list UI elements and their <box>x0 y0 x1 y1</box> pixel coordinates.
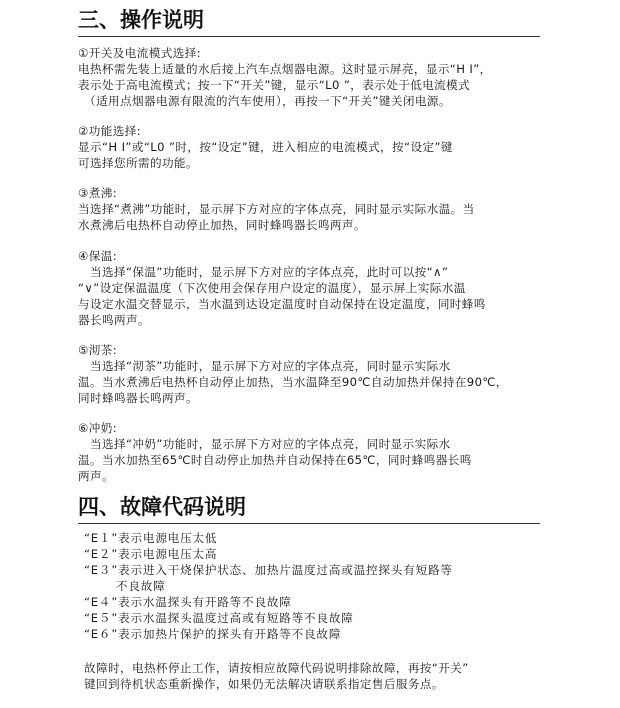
item-5-title: ⑤沏茶: <box>78 343 118 357</box>
section-4-divider <box>78 523 540 524</box>
closing-line-2: 键回到待机状态重新操作，如果仍无法解决请联系指定售后服务点。 <box>84 677 444 691</box>
item-1-line-2: 表示处于高电流模式；按一下“开关”键，显示“L0 ”，表示处于低电流模式 <box>78 78 471 92</box>
fault-code-e3: “E３”表示进入干烧保护状态、加热片温度过高或温控探头有短路等 <box>84 563 453 577</box>
item-6-line-2: 温。当水加热至65℃时自动停止加热并自动保持在65℃，同时蜂鸣器长鸣 <box>78 453 472 467</box>
item-3-title: ③煮沸: <box>78 186 118 200</box>
closing-line-1: 故障时，电热杯停止工作，请按相应故障代码说明排除故障，再按“开关” <box>84 661 469 675</box>
item-4-line-1: 当选择“保温”功能时，显示屏下方对应的字体点亮，此时可以按“∧” <box>90 265 449 279</box>
item-2-line-2: 可选择您所需的功能。 <box>78 156 198 170</box>
item-2-line-1: 显示“H I”或“L0 ”时，按“设定”键，进入相应的电流模式，按“设定”键 <box>78 140 453 154</box>
item-2-title: ②功能选择: <box>78 124 142 138</box>
section-4-heading: 四、故障代码说明 <box>78 495 246 519</box>
section-3-divider <box>78 36 540 37</box>
fault-code-e2: “E２”表示电源电压太高 <box>84 547 218 561</box>
item-4-title: ④保温: <box>78 249 118 263</box>
fault-code-e1: “E１”表示电源电压太低 <box>84 531 218 545</box>
fault-code-e6: “E６”表示加热片保护的探头有开路等不良故障 <box>84 627 342 641</box>
item-5-line-3: 同时蜂鸣器长鸣两声。 <box>78 391 198 405</box>
item-3-line-1: 当选择“煮沸”功能时，显示屏下方对应的字体点亮，同时显示实际水温。当 <box>78 202 475 216</box>
item-4-line-2: “∨”设定保温温度（下次使用会保存用户设定的温度），显示屏上实际水温 <box>78 281 466 295</box>
item-5-line-2: 温。当水煮沸后电热杯自动停止加热，当水温降至90℃自动加热并保持在90℃， <box>78 375 508 389</box>
item-5-line-1: 当选择“沏茶”功能时，显示屏下方对应的字体点亮，同时显示实际水 <box>90 359 451 373</box>
item-6-title: ⑥冲奶: <box>78 421 118 435</box>
item-6-line-3: 两声。 <box>78 469 114 483</box>
item-1-title: ①开关及电流模式选择: <box>78 46 202 60</box>
item-1-line-3: （适用点烟器电源有限流的汽车使用），再按一下“开关”键关闭电源。 <box>84 94 451 108</box>
fault-code-e5: “E５”表示水温探头温度过高或有短路等不良故障 <box>84 611 354 625</box>
item-4-line-4: 器长鸣两声。 <box>78 313 150 327</box>
item-6-line-1: 当选择“冲奶”功能时，显示屏下方对应的字体点亮，同时显示实际水 <box>90 437 451 451</box>
section-3-heading: 三、操作说明 <box>78 8 204 32</box>
item-1-line-1: 电热杯需先装上适量的水后接上汽车点烟器电源。这时显示屏亮，显示“H I”， <box>78 62 492 76</box>
item-3-line-2: 水煮沸后电热杯自动停止加热，同时蜂鸣器长鸣两声。 <box>78 218 366 232</box>
fault-code-e3-continued: 不良故障 <box>116 579 166 593</box>
fault-code-e4: “E４”表示水温探头有开路等不良故障 <box>84 595 292 609</box>
item-4-line-3: 与设定水温交替显示，当水温到达设定温度时自动保持在设定温度，同时蜂鸣 <box>78 297 486 311</box>
